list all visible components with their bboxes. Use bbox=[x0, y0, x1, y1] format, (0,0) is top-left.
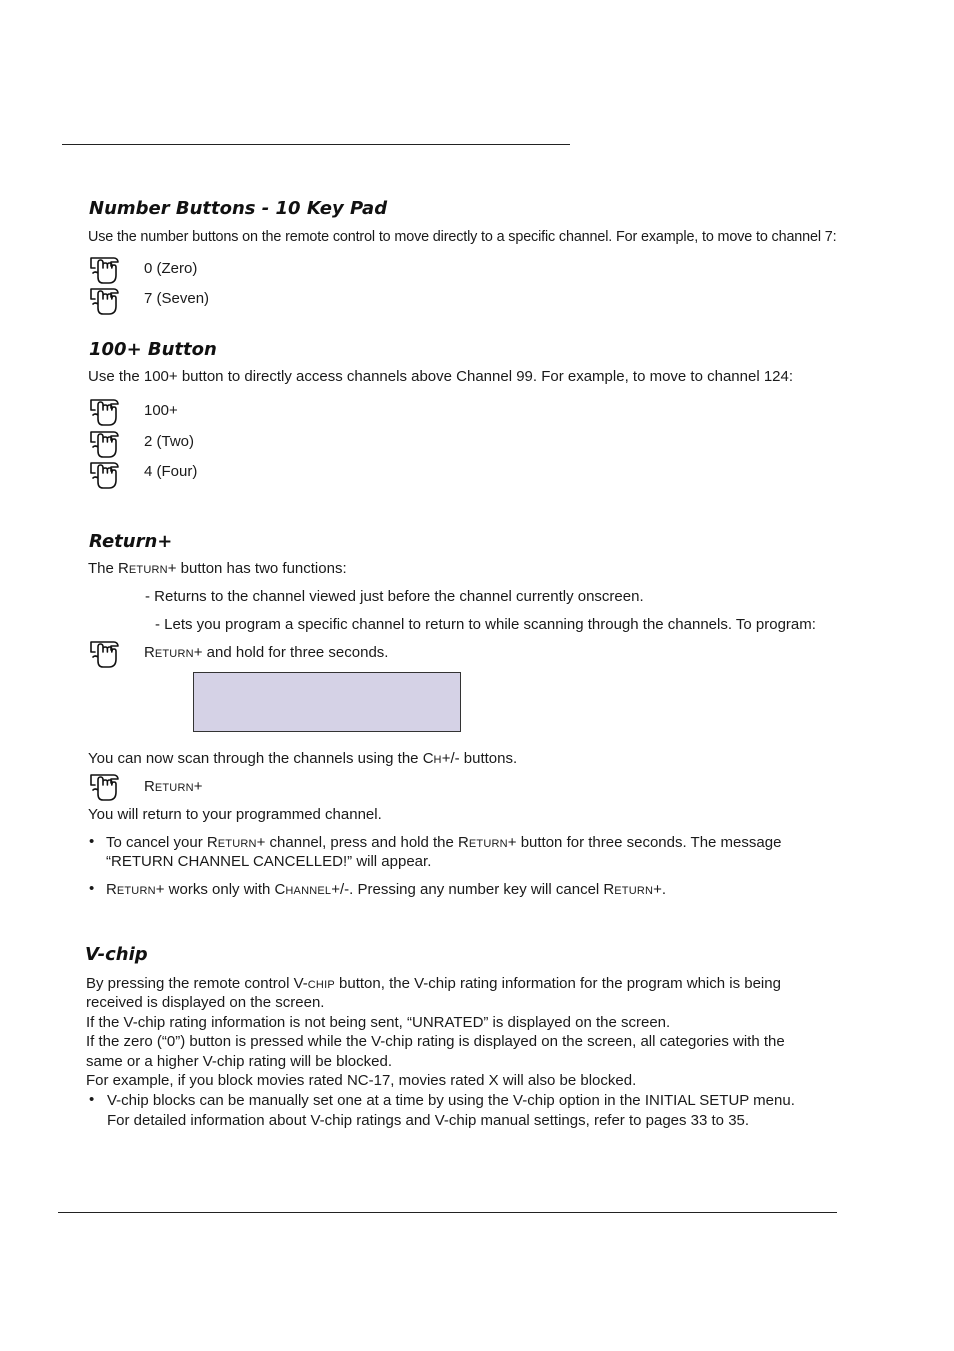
hand-press-icon bbox=[88, 638, 122, 670]
step-label: RETURN+ and hold for three seconds. bbox=[144, 644, 389, 661]
step-label: 4 (Four) bbox=[144, 463, 198, 480]
vchip-bullet: V-chip blocks can be manually set one at a time by using the V-chip option in the INITIAL SETUP menu. bbox=[107, 1092, 795, 1109]
return-scan-text: You can now scan through the channels using the CH+/- buttons. bbox=[88, 750, 518, 767]
heading-vchip: V-chip bbox=[85, 944, 148, 965]
osd-screen-box bbox=[193, 672, 461, 732]
return-bullet-1-line2: “RETURN CHANNEL CANCELLED!” will appear. bbox=[106, 853, 432, 870]
step-label: 7 (Seven) bbox=[144, 290, 210, 307]
heading-number-buttons: Number Buttons - 10 Key Pad bbox=[89, 198, 388, 219]
heading-return: Return+ bbox=[89, 531, 173, 552]
vchip-bullet-line2: For detailed information about V-chip ratings and V-chip manual settings, refer to pages 33 to 35. bbox=[107, 1112, 750, 1129]
hundred-plus-intro: Use the 100+ button to directly access channels above Channel 99. For example, to move to channel 124: bbox=[88, 368, 794, 385]
return-bullet-1: To cancel your RETURN+ channel, press and hold the RETURN+ button for three seconds. The message bbox=[106, 834, 782, 851]
number-buttons-intro: Use the number buttons on the remote control to move directly to a specific channel. For example, to move to channel 7: bbox=[88, 229, 837, 245]
return-function-2: - Lets you program a specific channel to return to while scanning through the channels. To program: bbox=[155, 616, 816, 633]
top-rule bbox=[62, 144, 570, 145]
step-label: 2 (Two) bbox=[144, 433, 195, 450]
vchip-p3: If the zero (“0”) button is pressed while the V-chip rating is displayed on the screen, all categories with the bbox=[86, 1033, 785, 1050]
bullet-marker: • bbox=[89, 880, 95, 897]
hand-press-icon bbox=[88, 285, 122, 317]
bullet-marker: • bbox=[89, 1091, 95, 1108]
hand-press-icon bbox=[88, 459, 122, 491]
vchip-p1: By pressing the remote control V-CHIP button, the V-chip rating information for the program which is being bbox=[86, 975, 781, 992]
return-bullet-2: RETURN+ works only with CHANNEL+/-. Pressing any number key will cancel RETURN+. bbox=[106, 881, 667, 898]
step-label: 100+ bbox=[144, 402, 178, 419]
bottom-rule bbox=[58, 1212, 837, 1213]
vchip-p1-line2: received is displayed on the screen. bbox=[86, 994, 325, 1011]
vchip-p4: For example, if you block movies rated NC-17, movies rated X will also be blocked. bbox=[86, 1072, 637, 1089]
hand-press-icon bbox=[88, 428, 122, 460]
return-result: You will return to your programmed channel. bbox=[88, 806, 382, 823]
step-label: 0 (Zero) bbox=[144, 260, 198, 277]
hand-press-icon bbox=[88, 771, 122, 803]
hand-press-icon bbox=[88, 254, 122, 286]
return-function-1: - Returns to the channel viewed just before the channel currently onscreen. bbox=[145, 588, 644, 605]
vchip-p3-line2: same or a higher V-chip rating will be blocked. bbox=[86, 1053, 392, 1070]
step-label: RETURN+ bbox=[144, 778, 203, 795]
hand-press-icon bbox=[88, 396, 122, 428]
heading-100-plus: 100+ Button bbox=[89, 339, 217, 360]
return-intro: The RETURN+ button has two functions: bbox=[88, 560, 347, 577]
vchip-p2: If the V-chip rating information is not being sent, “UNRATED” is displayed on the screen. bbox=[86, 1014, 671, 1031]
bullet-marker: • bbox=[89, 833, 95, 850]
